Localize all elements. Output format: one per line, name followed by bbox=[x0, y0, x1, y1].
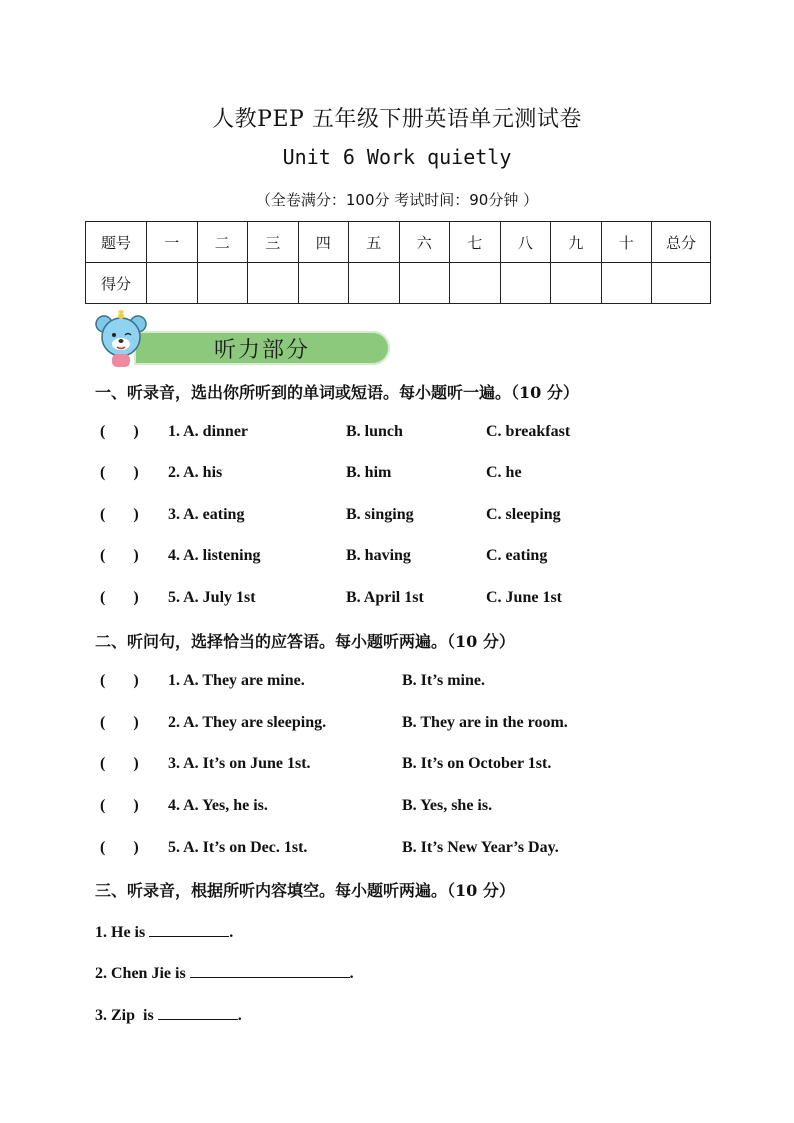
exam-title: 人教PEP 五年级下册英语单元测试卷 bbox=[212, 107, 582, 132]
score-input-2[interactable] bbox=[197, 263, 248, 304]
option-b: B. having bbox=[346, 547, 411, 564]
score-input-10[interactable] bbox=[601, 263, 652, 304]
score-table-header-row bbox=[86, 222, 711, 263]
score-cell-6: 六 bbox=[399, 222, 450, 263]
fill-prefix: 1. He is bbox=[95, 924, 150, 941]
answer-paren[interactable]: ( ) bbox=[100, 423, 139, 440]
banner-bar bbox=[134, 331, 390, 365]
score-row-label: 得分 bbox=[86, 263, 147, 304]
score-input-1[interactable] bbox=[147, 263, 198, 304]
option-a: 2. A. his bbox=[168, 464, 223, 481]
fill-prefix: 2. Chen Jie is bbox=[95, 965, 190, 982]
option-a: 5. A. It’s on Dec. 1st. bbox=[168, 839, 308, 856]
score-input-5[interactable] bbox=[349, 263, 400, 304]
listening-banner bbox=[92, 308, 311, 370]
exam-meta: （全卷满分：100分 考试时间：90分钟 ） bbox=[255, 191, 539, 209]
score-input-6[interactable] bbox=[399, 263, 450, 304]
fill-item bbox=[95, 922, 233, 942]
score-input-4[interactable] bbox=[298, 263, 349, 304]
answer-blank[interactable] bbox=[190, 963, 350, 978]
option-c: C. sleeping bbox=[486, 506, 561, 523]
fill-suffix: . bbox=[349, 965, 354, 982]
option-b: B. singing bbox=[346, 506, 414, 523]
answer-paren[interactable]: ( ) bbox=[100, 547, 139, 564]
answer-paren[interactable]: ( ) bbox=[100, 464, 139, 481]
option-b: B. It’s on October 1st. bbox=[402, 755, 552, 772]
score-cell-total: 总分 bbox=[652, 222, 711, 263]
answer-paren[interactable]: ( ) bbox=[100, 672, 139, 689]
score-cell-10: 十 bbox=[601, 222, 652, 263]
score-input-total[interactable] bbox=[652, 263, 711, 304]
option-a: 4. A. Yes, he is. bbox=[168, 797, 268, 814]
option-a: 4. A. listening bbox=[168, 547, 261, 564]
option-c: C. he bbox=[486, 464, 522, 481]
answer-paren[interactable]: ( ) bbox=[100, 589, 139, 606]
option-c: C. eating bbox=[486, 547, 548, 564]
answer-paren[interactable]: ( ) bbox=[100, 506, 139, 523]
fill-suffix: . bbox=[237, 1007, 242, 1024]
section1-heading: 一、听录音，选出你所听到的单词或短语。每小题听一遍。（10 分） bbox=[95, 383, 579, 402]
option-b: B. April 1st bbox=[346, 589, 424, 606]
score-cell-4: 四 bbox=[298, 222, 349, 263]
score-cell-5: 五 bbox=[349, 222, 400, 263]
answer-paren[interactable]: ( ) bbox=[100, 755, 139, 772]
section2-heading: 二、听问句，选择恰当的应答语。每小题听两遍。（10 分） bbox=[95, 632, 515, 651]
option-a: 3. A. eating bbox=[168, 506, 245, 523]
option-a: 5. A. July 1st bbox=[168, 589, 256, 606]
fill-prefix: 3. Zip is bbox=[95, 1007, 158, 1024]
option-a: 3. A. It’s on June 1st. bbox=[168, 755, 311, 772]
answer-blank[interactable] bbox=[149, 922, 229, 937]
fill-item bbox=[95, 1005, 242, 1025]
banner-label: 听力部分 bbox=[214, 338, 311, 363]
score-cell-label: 题号 bbox=[86, 222, 147, 263]
score-input-8[interactable] bbox=[500, 263, 551, 304]
score-table bbox=[85, 221, 711, 304]
score-input-7[interactable] bbox=[450, 263, 501, 304]
score-cell-3: 三 bbox=[248, 222, 299, 263]
score-cell-9: 九 bbox=[551, 222, 602, 263]
option-b: B. It’s New Year’s Day. bbox=[402, 839, 559, 856]
option-c: C. breakfast bbox=[486, 423, 571, 440]
fill-suffix: . bbox=[229, 924, 234, 941]
score-cell-8: 八 bbox=[500, 222, 551, 263]
score-input-3[interactable] bbox=[248, 263, 299, 304]
answer-paren[interactable]: ( ) bbox=[100, 839, 139, 856]
option-b: B. It’s mine. bbox=[402, 672, 485, 689]
score-input-9[interactable] bbox=[551, 263, 602, 304]
section3-heading: 三、听录音，根据所听内容填空。每小题听两遍。（10 分） bbox=[95, 881, 515, 900]
answer-paren[interactable]: ( ) bbox=[100, 797, 139, 814]
option-a: 1. A. They are mine. bbox=[168, 672, 305, 689]
unit-subtitle: Unit 6 Work quietly bbox=[282, 145, 512, 169]
option-c: C. June 1st bbox=[486, 589, 563, 606]
fill-item bbox=[95, 963, 354, 983]
option-b: B. They are in the room. bbox=[402, 714, 568, 731]
score-table-score-row bbox=[86, 263, 711, 304]
score-cell-1: 一 bbox=[147, 222, 198, 263]
option-b: B. him bbox=[346, 464, 392, 481]
option-b: B. Yes, she is. bbox=[402, 797, 493, 814]
bear-mascot-icon bbox=[92, 308, 152, 370]
option-a: 1. A. dinner bbox=[168, 423, 249, 440]
answer-paren[interactable]: ( ) bbox=[100, 714, 139, 731]
option-a: 2. A. They are sleeping. bbox=[168, 714, 327, 731]
answer-blank[interactable] bbox=[158, 1005, 238, 1020]
option-b: B. lunch bbox=[346, 423, 403, 440]
score-cell-2: 二 bbox=[197, 222, 248, 263]
score-cell-7: 七 bbox=[450, 222, 501, 263]
